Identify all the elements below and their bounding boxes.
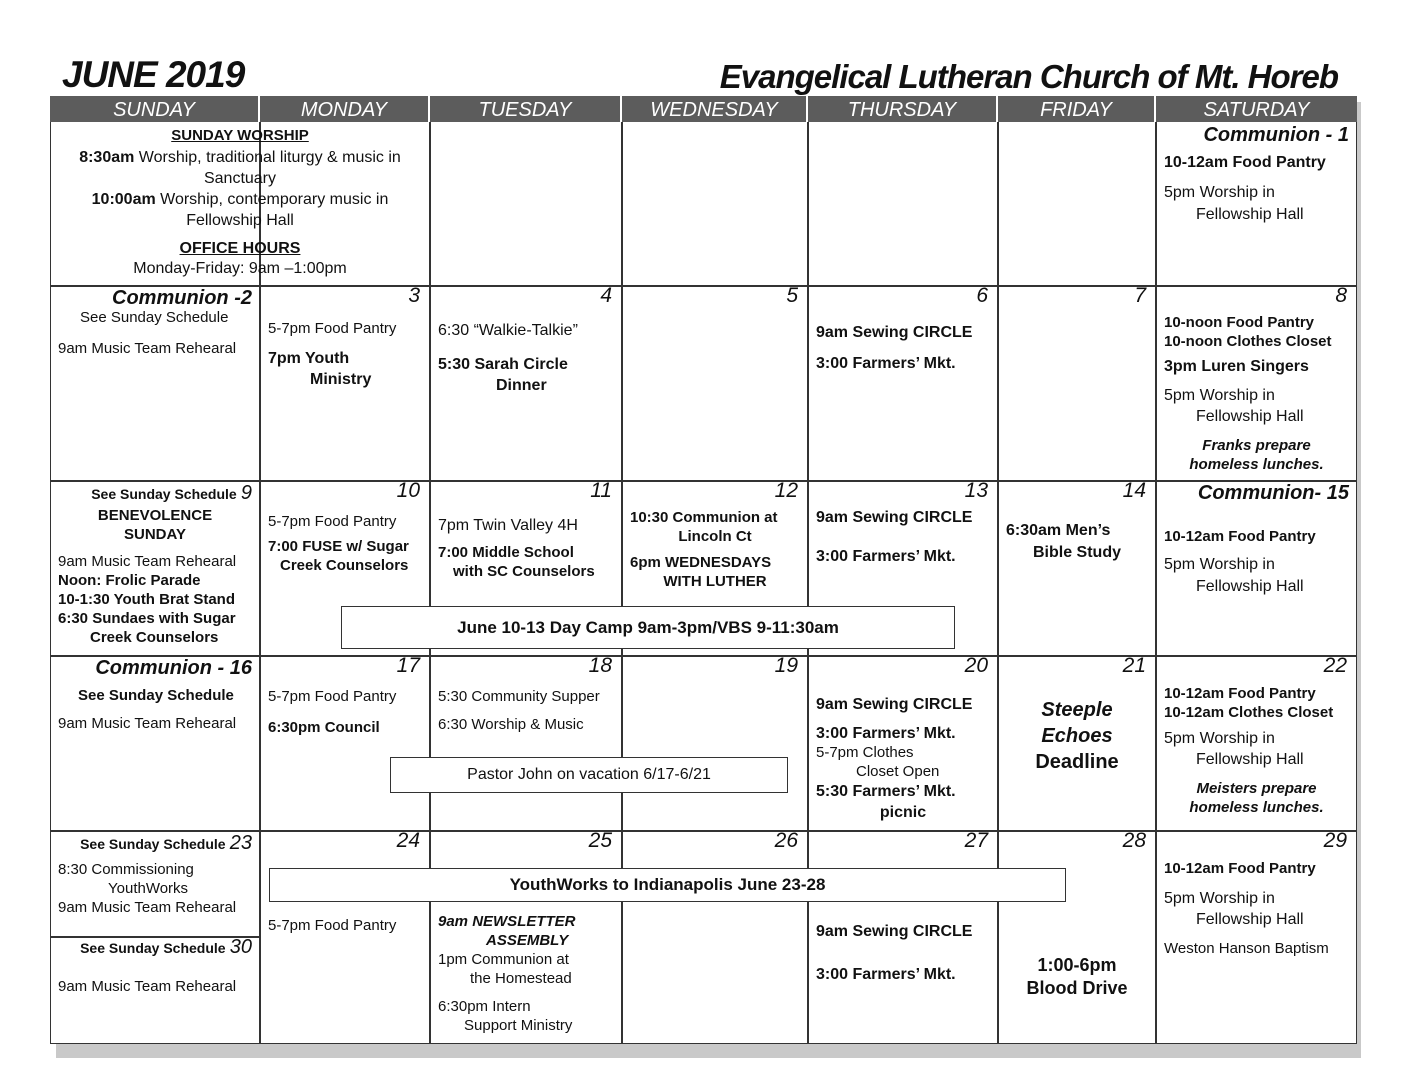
event: Lincoln Ct: [678, 528, 752, 545]
day-number: 8: [1335, 284, 1347, 307]
event: 5pm Worship in: [1164, 556, 1275, 573]
event: 3pm Luren Singers: [1164, 358, 1309, 375]
header-saturday: SATURDAY: [1156, 96, 1357, 122]
event: 9am NEWSLETTER: [438, 913, 576, 930]
event: 9am Sewing CIRCLE: [816, 923, 973, 940]
event: 9am Sewing CIRCLE: [816, 696, 973, 713]
event: 3:00 Farmers’ Mkt.: [816, 548, 956, 565]
communion-label: Communion - 16: [95, 657, 252, 679]
event: homeless lunches.: [1189, 456, 1324, 473]
day-cell-30: [50, 938, 260, 1042]
worship-title: SUNDAY WORSHIP: [171, 127, 309, 144]
banner-youthworks: YouthWorks to Indianapolis June 23-28: [269, 868, 1066, 902]
worship-info: [50, 124, 430, 284]
event: 5-7pm Food Pantry: [268, 320, 397, 337]
day-number: 3: [408, 284, 420, 307]
event: 10-12am Food Pantry: [1164, 528, 1316, 545]
day-number: 14: [1122, 479, 1146, 502]
day-cell-2: [50, 287, 260, 479]
day-cell-14: [998, 479, 1156, 654]
event: See Sunday Schedule: [80, 309, 229, 326]
event: 8:30 Commissioning: [58, 861, 194, 878]
day-number: 5: [786, 284, 798, 307]
event: Fellowship Hall: [1196, 911, 1304, 928]
event: ASSEMBLY: [486, 932, 569, 949]
day-cell-5: [622, 284, 808, 479]
day-number: 17: [396, 654, 420, 677]
event: Meisters prepare: [1196, 780, 1317, 797]
worship-text-1b: Sanctuary: [203, 170, 277, 187]
office-hours-title: OFFICE HOURS: [179, 240, 301, 257]
event: with SC Counselors: [453, 563, 595, 580]
banner-day-camp: June 10-13 Day Camp 9am-3pm/VBS 9-11:30am: [341, 606, 955, 649]
day-cell-22: [1156, 654, 1357, 829]
event: 9am Music Team Rehearal: [58, 899, 237, 916]
event: 10-12am Food Pantry: [1164, 860, 1316, 877]
day-cell-16: [50, 657, 260, 829]
day-number: 11: [590, 479, 612, 502]
event: 9am Sewing CIRCLE: [816, 509, 973, 526]
event: 7:00 Middle School: [438, 544, 574, 561]
event: Fellowship Hall: [1196, 578, 1304, 595]
day-number: 6: [976, 284, 988, 307]
event: 5pm Worship in: [1164, 730, 1275, 747]
event: Steeple Echoes: [1041, 699, 1113, 747]
day-number: 21: [1122, 654, 1146, 677]
event: Fellowship Hall: [1196, 408, 1304, 425]
event: 10:30 Communion at: [630, 509, 778, 526]
day-cell-6: [808, 284, 998, 479]
event: Ministry: [310, 371, 372, 388]
event: 9am Music Team Rehearal: [58, 340, 237, 357]
event: homeless lunches.: [1189, 799, 1324, 816]
header-tuesday: TUESDAY: [430, 96, 622, 122]
event: 10-noon Food Pantry: [1164, 314, 1314, 331]
worship-text-1: Worship, traditional liturgy & music in: [134, 149, 401, 166]
day-cell-29: [1156, 829, 1357, 1042]
header-thursday: THURSDAY: [808, 96, 998, 122]
event: 10-12am Clothes Closet: [1164, 704, 1334, 721]
day-number: 23: [229, 832, 252, 854]
event: 3:00 Farmers’ Mkt.: [816, 725, 956, 742]
event: 6:30pm Council: [268, 719, 380, 736]
day-cell-4: [430, 284, 622, 479]
event: Fellowship Hall: [1196, 751, 1304, 768]
event: 6:30 Worship & Music: [438, 716, 584, 733]
event: 1pm Communion at: [438, 951, 569, 968]
event: 5:30 Sarah Circle: [438, 356, 568, 373]
event: Creek Counselors: [90, 629, 219, 646]
day-cell-1: [1156, 124, 1357, 284]
worship-text-2b: Fellowship Hall: [186, 212, 294, 229]
event: 1:00-6pm: [1037, 955, 1117, 975]
header-sunday: SUNDAY: [50, 96, 260, 122]
event: picnic: [879, 804, 927, 821]
event: 6:30 Sundaes with Sugar: [58, 610, 236, 627]
day-cell-27: [808, 829, 998, 1042]
event: BENEVOLENCE: [97, 507, 213, 524]
event: 10-1:30 Youth Brat Stand: [58, 591, 235, 608]
month-title: JUNE 2019: [62, 54, 245, 95]
worship-text-2: Worship, contemporary music in: [155, 191, 389, 208]
event: 7pm Youth: [268, 350, 350, 367]
schedule-ref: See Sunday Schedule: [80, 836, 226, 852]
event: 9am Sewing CIRCLE: [816, 324, 973, 341]
event: Noon: Frolic Parade: [58, 572, 201, 589]
day-cell-15: [1156, 482, 1357, 654]
event: 10-noon Clothes Closet: [1164, 333, 1332, 350]
worship-time-2: 10:00am: [91, 191, 156, 208]
worship-time-1: 8:30am: [79, 149, 135, 166]
office-hours-text: Monday-Friday: 9am –1:00pm: [133, 260, 347, 277]
day-number: 26: [774, 829, 798, 852]
event: 5-7pm Clothes: [816, 744, 914, 761]
event: Blood Drive: [1026, 978, 1128, 998]
event: 5:30 Community Supper: [438, 688, 600, 705]
event: the Homestead: [470, 970, 572, 987]
event: 6:30pm Intern: [438, 998, 531, 1015]
event: Weston Hanson Baptism: [1164, 940, 1329, 957]
day-number: 4: [600, 284, 612, 307]
communion-label: Communion -2: [112, 287, 252, 309]
event: 5:30 Farmers’ Mkt.: [816, 783, 956, 800]
communion-label: Communion - 1: [1203, 124, 1349, 146]
event: 6:30am Men’s: [1006, 522, 1111, 539]
event: Creek Counselors: [280, 557, 409, 574]
event: Franks prepare: [1202, 437, 1311, 454]
event: 3:00 Farmers’ Mkt.: [816, 966, 956, 983]
day-cell-26: [622, 829, 808, 1042]
event: 9am Music Team Rehearal: [58, 978, 237, 995]
day-number: 25: [588, 829, 612, 852]
event: Fellowship Hall: [1196, 206, 1304, 223]
day-cell-23: [50, 832, 260, 936]
day-cell-3: [260, 284, 430, 479]
day-number: 13: [964, 479, 988, 502]
day-number: 20: [964, 654, 988, 677]
header-friday: FRIDAY: [998, 96, 1156, 122]
event: 6pm WEDNESDAYS: [630, 554, 772, 571]
communion-label: Communion- 15: [1197, 482, 1349, 504]
day-cell-20: [808, 654, 998, 829]
day-number: 19: [774, 654, 798, 677]
schedule-ref: See Sunday Schedule: [80, 940, 226, 956]
day-number: 10: [396, 479, 420, 502]
day-cell-8: [1156, 284, 1357, 479]
event: Deadline: [1035, 751, 1119, 773]
event: 3:00 Farmers’ Mkt.: [816, 355, 956, 372]
banner-pastor-vacation: Pastor John on vacation 6/17-6/21: [390, 757, 788, 793]
day-number: 12: [774, 479, 798, 502]
event: 5pm Worship in: [1164, 184, 1275, 201]
day-cell-18: [430, 654, 622, 829]
day-number: 28: [1122, 829, 1146, 852]
header-monday: MONDAY: [260, 96, 430, 122]
header-wednesday: WEDNESDAY: [622, 96, 808, 122]
day-number: 7: [1134, 284, 1146, 307]
day-number: 27: [964, 829, 988, 852]
event: 5pm Worship in: [1164, 387, 1275, 404]
day-cell-24: [260, 829, 430, 1042]
event: WITH LUTHER: [663, 573, 767, 590]
event: 5pm Worship in: [1164, 890, 1275, 907]
event: 10-12am Food Pantry: [1164, 685, 1316, 702]
day-cell-19: [622, 654, 808, 829]
event: 5-7pm Food Pantry: [268, 688, 397, 705]
church-name: Evangelical Lutheran Church of Mt. Horeb: [719, 58, 1338, 95]
day-cell-25: [430, 829, 622, 1042]
day-number: 24: [396, 829, 420, 852]
day-cell-7: [998, 284, 1156, 479]
event: 7:00 FUSE w/ Sugar: [268, 538, 409, 555]
day-number: 9: [240, 482, 252, 504]
schedule-ref: See Sunday Schedule: [91, 486, 237, 502]
day-number: 18: [588, 654, 612, 677]
day-cell-28: [998, 829, 1156, 1042]
event: 10-12am Food Pantry: [1164, 154, 1326, 171]
event: 5-7pm Food Pantry: [268, 917, 397, 934]
event: 5-7pm Food Pantry: [268, 513, 397, 530]
event: 9am Music Team Rehearal: [58, 715, 237, 732]
event: SUNDAY: [124, 526, 186, 543]
event: YouthWorks: [108, 880, 189, 897]
event: 7pm Twin Valley 4H: [438, 517, 578, 534]
event: Closet Open: [856, 763, 940, 780]
day-number: 29: [1323, 829, 1347, 852]
day-number: 30: [229, 936, 252, 958]
event: Bible Study: [1032, 544, 1121, 561]
day-cell-9: [50, 482, 260, 654]
event: 6:30 “Walkie-Talkie”: [438, 322, 578, 339]
event: Dinner: [496, 377, 547, 394]
day-number: 22: [1323, 654, 1347, 677]
event: 9am Music Team Rehearal: [58, 553, 237, 570]
day-cell-17: [260, 654, 430, 829]
event: Support Ministry: [464, 1017, 573, 1034]
event: See Sunday Schedule: [78, 687, 234, 704]
day-cell-21: [998, 654, 1156, 829]
